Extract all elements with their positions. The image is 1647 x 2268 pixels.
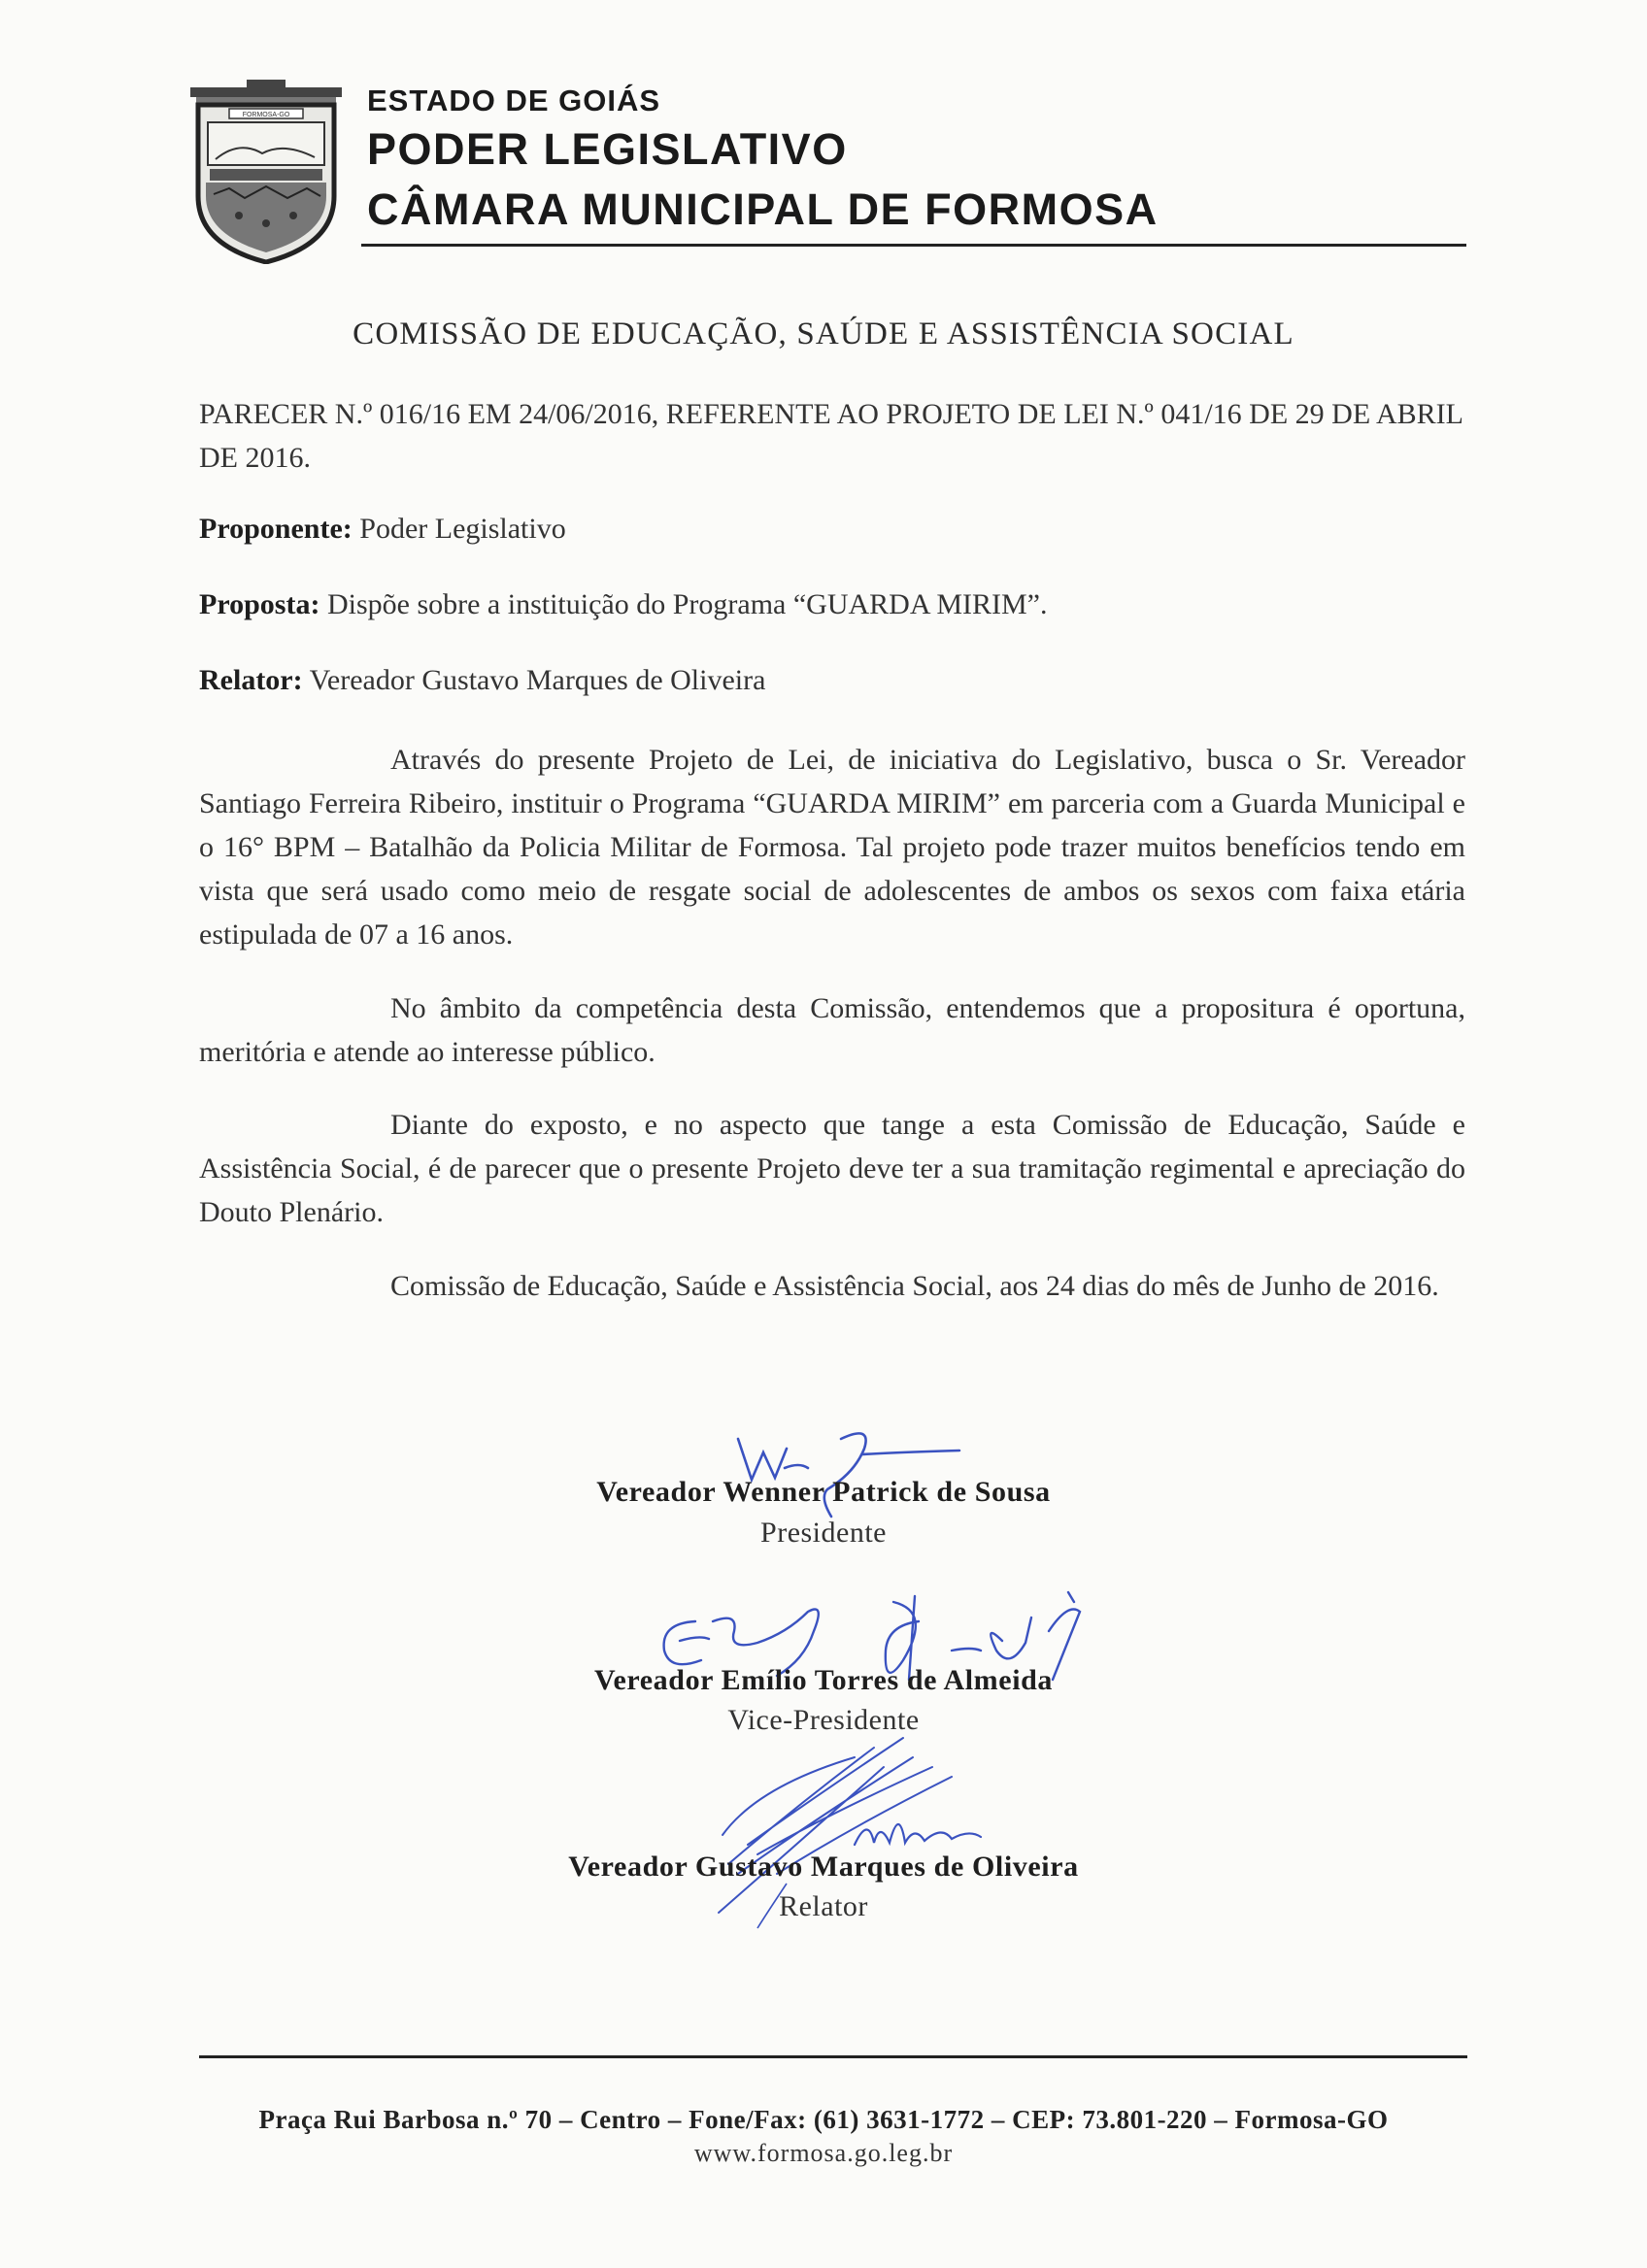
body-paragraph: No âmbito da competência desta Comissão, entendemos que a propositura é oportuna, meritória e atende ao interesse público. <box>199 992 1465 1068</box>
commission-title: COMISSÃO DE EDUCAÇÃO, SAÚDE E ASSISTÊNCIA SOCIAL <box>353 317 1294 351</box>
relator-value: Vereador Gustavo Marques de Oliveira <box>309 664 766 696</box>
proposta-field <box>199 588 1048 621</box>
proposta-value: Dispõe sobre a instituição do Programa “GUARDA MIRIM”. <box>326 588 1048 620</box>
relator-field <box>199 664 765 697</box>
municipal-crest-icon <box>190 80 342 264</box>
footer-address: Praça Rui Barbosa n.º 70 – Centro – Fone/Fax: (61) 3631-1772 – CEP: 73.801-220 – Formosa-GO <box>258 2105 1389 2134</box>
signature-name-president: Vereador Wenner Patrick de Sousa <box>596 1476 1051 1508</box>
signature-name-rapporteur: Vereador Gustavo Marques de Oliveira <box>568 1851 1079 1883</box>
body-paragraph: Através do presente Projeto de Lei, de iniciativa do Legislativo, busca o Sr. Vereador Santiago Ferreira Ribeiro, instituir o Programa “GUARDA MIRIM” em parceria com a Guarda Municipal e o 16° BPM – Batalhão da Policia Militar de Formosa. Tal projeto pode trazer muitos benefícios tendo em vista que será usado como meio de resgate social de adolescentes de ambos os sexos com faixa etária estipulada de 07 a 16 anos. <box>199 744 1465 951</box>
relator-label: Relator: <box>199 664 303 696</box>
header-state: ESTADO DE GOIÁS <box>367 83 661 117</box>
signature-role-rapporteur: Relator <box>779 1890 868 1922</box>
header-divider <box>361 244 1466 247</box>
signature-name-vice-president: Vereador Emílio Torres de Almeida <box>593 1664 1054 1696</box>
proponente-value: Poder Legislativo <box>359 513 566 545</box>
signature-role-president: Presidente <box>760 1517 887 1549</box>
proponente-label: Proponente: <box>199 513 353 545</box>
parecer-heading: PARECER N.º 016/16 EM 24/06/2016, REFERENTE AO PROJETO DE LEI N.º 041/16 DE 29 DE ABRIL DE 2016. <box>199 398 1462 474</box>
closing-paragraph: Comissão de Educação, Saúde e Assistência Social, aos 24 dias do mês de Junho de 2016. <box>390 1270 1439 1302</box>
footer-website: www.formosa.go.leg.br <box>693 2139 954 2167</box>
signature-role-vice-president: Vice-Presidente <box>727 1704 920 1736</box>
svg-text:FORMOSA-GO: FORMOSA-GO <box>242 112 290 118</box>
proposta-label: Proposta: <box>199 588 320 620</box>
header-chamber: CÂMARA MUNICIPAL DE FORMOSA <box>367 184 1159 234</box>
proponente-field <box>199 513 566 546</box>
footer-divider <box>199 2055 1467 2058</box>
body-paragraph: Diante do exposto, e no aspecto que tange a esta Comissão de Educação, Saúde e Assistência Social, é de parecer que o presente Projeto deve ter a sua tramitação regimental e apreciação do Douto Plenário. <box>199 1109 1465 1228</box>
header-power: PODER LEGISLATIVO <box>367 124 848 174</box>
